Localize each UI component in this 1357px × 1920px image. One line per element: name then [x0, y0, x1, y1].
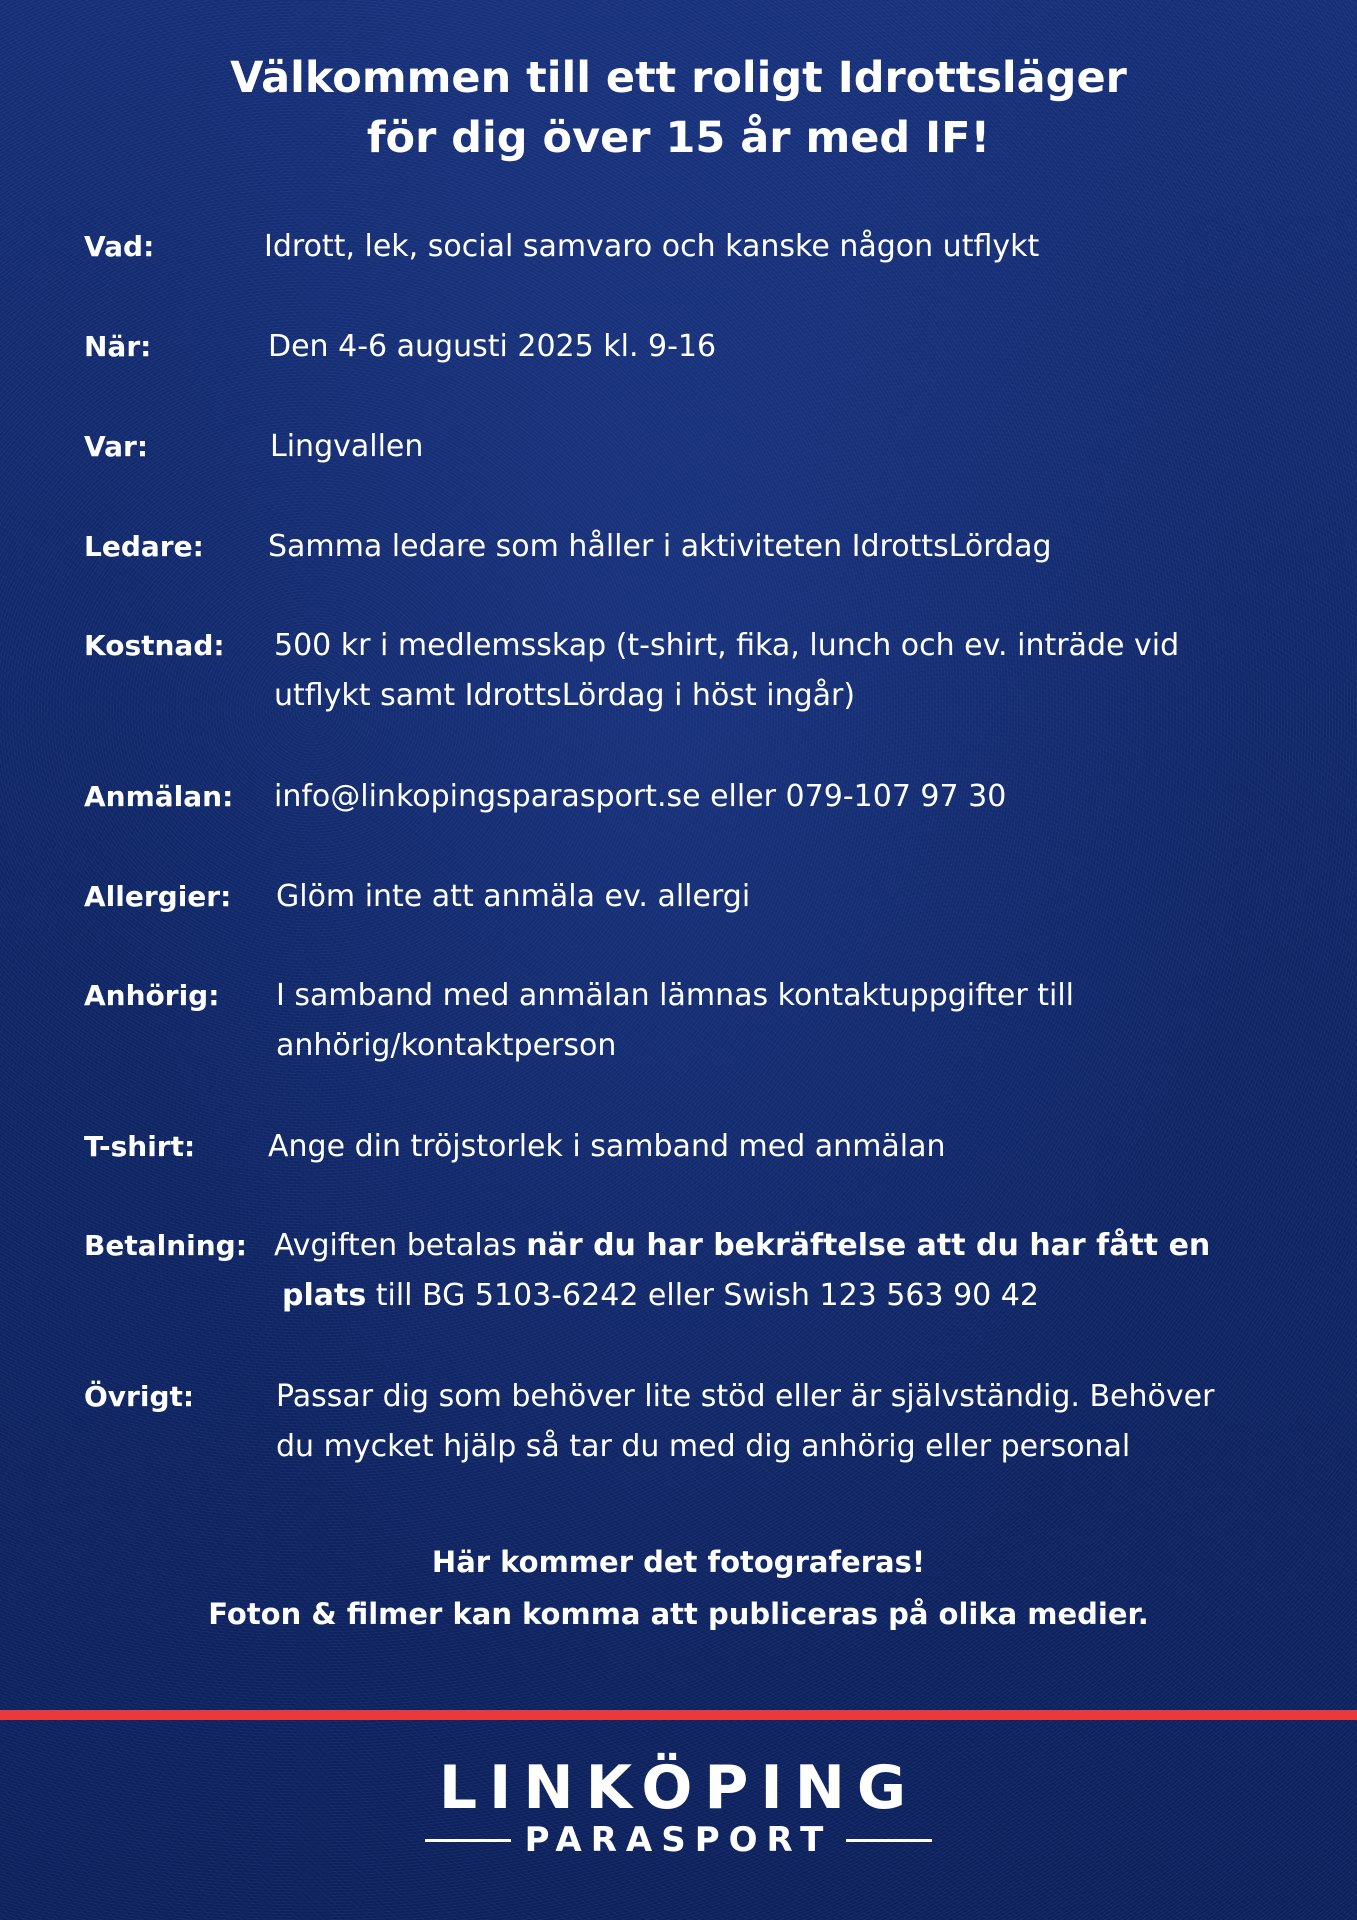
row-value: Den 4-6 augusti 2025 kl. 9-16 — [268, 329, 717, 364]
notice-line-1: Här kommer det fotograferas! — [431, 1545, 926, 1579]
page-title — [0, 48, 1357, 168]
row-value: Ange din tröjstorlek i samband med anmälan — [268, 1129, 946, 1164]
row-value: Samma ledare som håller i aktiviteten IdrottsLördag — [268, 529, 1052, 564]
row-value — [276, 971, 1276, 1071]
logo-wordmark: LINKÖPING — [438, 1753, 919, 1823]
row-value-line-1: Passar dig som behöver lite stöd eller är självständig. Behöver — [276, 1379, 1215, 1414]
notice-line-2: Foton & filmer kan komma att publiceras på olika medier. — [208, 1597, 1149, 1631]
row-value — [274, 1221, 1314, 1321]
registration-contact: info@linkopingsparasport.se eller 079-107 97 30 — [274, 779, 1007, 814]
row-value-line-1: 500 kr i medlemsskap (t-shirt, fika, lunch och ev. inträde vid — [274, 628, 1180, 663]
row-value-line-1: I samband med anmälan lämnas kontaktuppgifter till — [276, 978, 1075, 1013]
row-value: Idrott, lek, social samvaro och kanske någon utflykt — [264, 229, 1040, 264]
row-value-line-2: anhörig/kontaktperson — [276, 1028, 617, 1063]
logo-subline — [0, 1818, 1357, 1862]
payment-text: Avgiften betalas — [274, 1228, 527, 1263]
row-label: Var: — [84, 430, 149, 463]
row-label: När: — [84, 330, 152, 363]
row-value — [276, 1372, 1336, 1472]
row-value-line-1 — [274, 1221, 1314, 1271]
row-value: Lingvallen — [270, 429, 424, 464]
payment-emphasis: när du har bekräftelse att du har fått en — [526, 1228, 1211, 1263]
logo-line-right — [846, 1839, 932, 1842]
title-line-1: Välkommen till ett roligt Idrottsläger — [230, 53, 1127, 103]
row-label: Övrigt: — [84, 1380, 195, 1413]
photo-notice — [0, 1536, 1357, 1640]
row-label: Allergier: — [84, 880, 232, 913]
payment-emphasis: plats — [282, 1278, 367, 1313]
logo-line-left — [425, 1839, 511, 1842]
row-label: Ledare: — [84, 530, 204, 563]
row-value: Glöm inte att anmäla ev. allergi — [276, 879, 751, 914]
row-label: Kostnad: — [84, 629, 225, 662]
payment-details: till BG 5103-6242 eller Swish 123 563 90 42 — [366, 1278, 1039, 1313]
row-label: T-shirt: — [84, 1130, 196, 1163]
title-line-2: för dig över 15 år med IF! — [366, 113, 991, 163]
row-label: Anmälan: — [84, 780, 234, 813]
row-value — [274, 621, 1314, 721]
row-label: Anhörig: — [84, 979, 220, 1012]
row-value-line-2: du mycket hjälp så tar du med dig anhörig eller personal — [276, 1429, 1131, 1464]
logo-subtitle: PARASPORT — [524, 1820, 833, 1860]
row-value-line-2 — [274, 1271, 1314, 1321]
row-label: Betalning: — [84, 1229, 247, 1262]
row-label: Vad: — [84, 230, 155, 263]
row-value-line-2: utflykt samt IdrottsLördag i höst ingår) — [274, 678, 856, 713]
accent-divider — [0, 1710, 1357, 1720]
